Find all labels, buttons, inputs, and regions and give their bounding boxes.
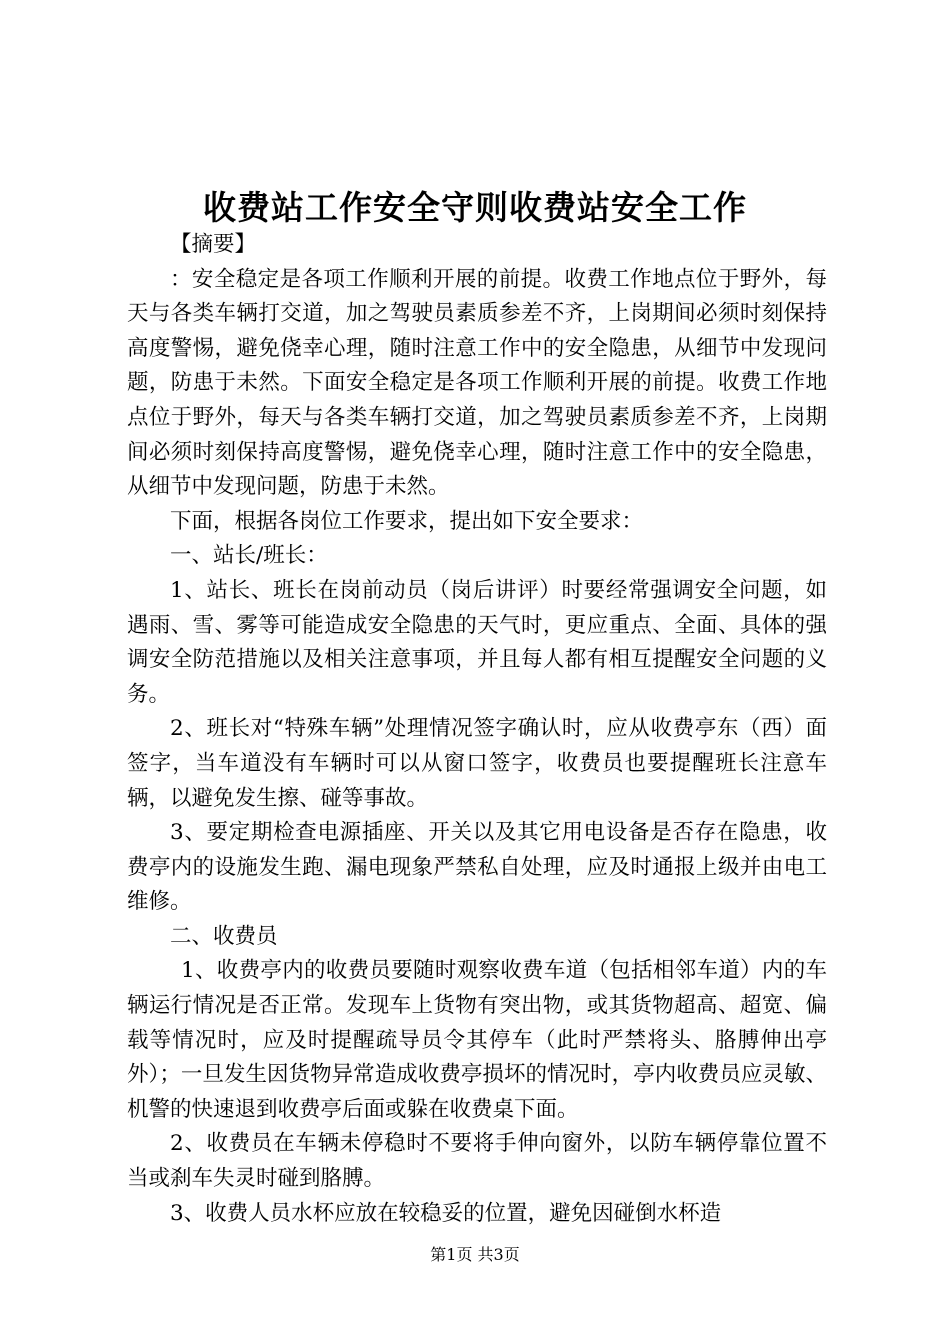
section-heading-toll-collector: 二、收费员 (170, 923, 278, 949)
paragraph-item: 3、要定期检查电源插座、开关以及其它用电设备是否存在隐患，收费亭内的设施发生跑、漏电现象严禁私自处理，应及时通报上级并由电工维修。 (127, 820, 827, 915)
document-body (127, 228, 827, 1231)
abstract-heading: 【摘要】 (170, 232, 257, 257)
abstract-paragraph: ：安全稳定是各项工作顺利开展的前提。收费工作地点位于野外，每天与各类车辆打交道，加之驾驶员素质参差不齐，上岗期间必须时刻保持高度警惕，避免侥幸心理，随时注意工作中的安全隐患，从细节中发现问题，防患于未然。下面安全稳定是各项工作顺利开展的前提。收费工作地点位于野外，每天与各类车辆打交道，加之驾驶员素质参差不齐，上岗期间必须时刻保持高度警惕，避免侥幸心理，随时注意工作中的安全隐患，从细节中发现问题，防患于未然。 (127, 266, 827, 500)
paragraph-item: 1、站长、班长在岗前动员（岗后讲评）时要经常强调安全问题，如遇雨、雪、雾等可能造成安全隐患的天气时，更应重点、全面、具体的强调安全防范措施以及相关注意事项，并且每人都有相互提醒安全问题的义务。 (127, 577, 827, 707)
page-number: 第1页 共3页 (430, 1245, 520, 1264)
paragraph-item: 3、收费人员水杯应放在较稳妥的位置，避免因碰倒水杯造 (170, 1200, 722, 1226)
document-title: 收费站工作安全守则收费站安全工作 (203, 188, 747, 227)
section-heading-station-master: 一、站长/班长： (170, 543, 328, 569)
paragraph-item: 1、收费亭内的收费员要随时观察收费车道（包括相邻车道）内的车辆运行情况是否正常。发现车上货物有突出物，或其货物超高、超宽、偏载等情况时，应及时提醒疏导员令其停车（此时严禁将头、胳膊伸出亭外）；一旦发生因货物异常造成收费亭损坏的情况时，亭内收费员应灵敏、机警的快速退到收费亭后面或躲在收费桌下面。 (127, 958, 827, 1122)
paragraph-item: 2、班长对“特殊车辆”处理情况签字确认时，应从收费亭东（西）面签字，当车道没有车辆时可以从窗口签字，收费员也要提醒班长注意车辆，以避免发生擦、碰等事故。 (127, 716, 827, 811)
paragraph-item: 2、收费员在车辆未停稳时不要将手伸向窗外，以防车辆停靠位置不当或刹车失灵时碰到胳膊。 (127, 1131, 827, 1192)
intro-paragraph: 下面，根据各岗位工作要求，提出如下安全要求： (170, 508, 644, 534)
